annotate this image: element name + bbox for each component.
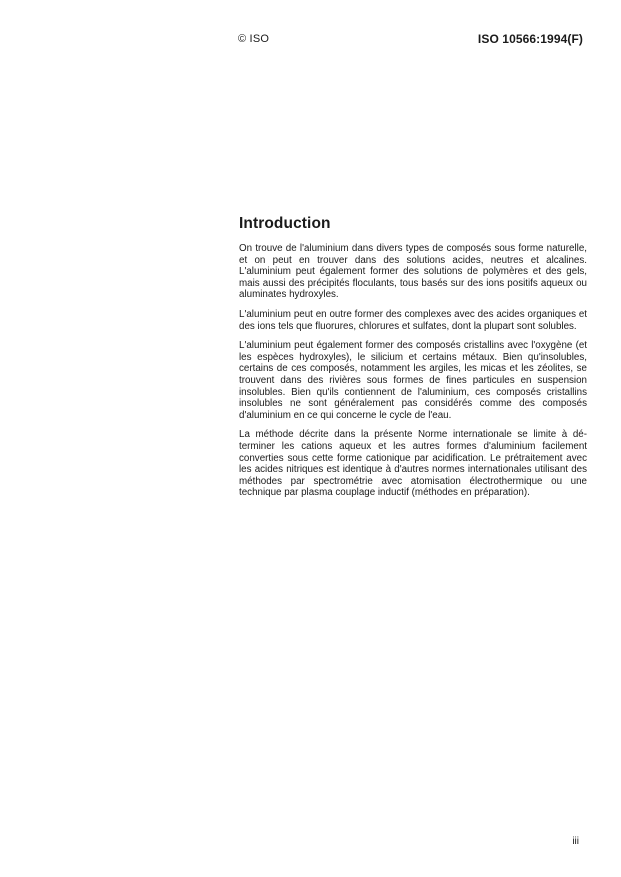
paragraph-crystalline-compounds: L'aluminium peut également former des composés cristallins avec l'oxygène (et les espèces hydroxyles), le silicium et certains métaux. Bien qu'insolubles, certains de ces composés, notamment les argiles, les micas et les zéolites, se trouvent dans des rivières sous formes de fines particules en suspension insolubles. Bien qu'ils contiennent de l'aluminium, ces composés cristallins insolubles ne sont généralement pas considérés comme des composés d'aluminium en ce qui concerne le cycle de l'eau. [239, 340, 587, 421]
paragraph-natural-forms: On trouve de l'aluminium dans divers types de composés sous forme naturelle, et on peut en trouver dans des solutions acides, neutres et alcalines. L'aluminium peut également former des solutions de polymères et des gels, mais aussi des précipités floculants, tous basés sur des ions positifs aqueux ou aluminates hydroxyles. [239, 243, 587, 301]
paragraph-method-scope: La méthode décrite dans la présente Norme internationale se limite à déterminer les cations aqueux et les autres formes d'aluminium facilement converties sous cette forme cationique par acidification. Le prétraitement avec les acides nitriques est identique à d'autres normes internationales utilisant des méthodes par spectrométrie avec atomisation électrothermique ou une technique par plasma couplage inductif (méthodes en préparation). [239, 429, 587, 499]
paragraph-complexes: L'aluminium peut en outre former des complexes avec des acides organiques et des ions tels que fluorures, chlorures et sulfates, dont la plupart sont solubles. [239, 308, 587, 332]
page-number: iii [572, 836, 579, 847]
section-title: Introduction [239, 215, 331, 232]
introduction-body [239, 243, 587, 507]
copyright-notice: © ISO [238, 33, 270, 45]
standard-identifier: ISO 10566:1994(F) [477, 32, 583, 46]
